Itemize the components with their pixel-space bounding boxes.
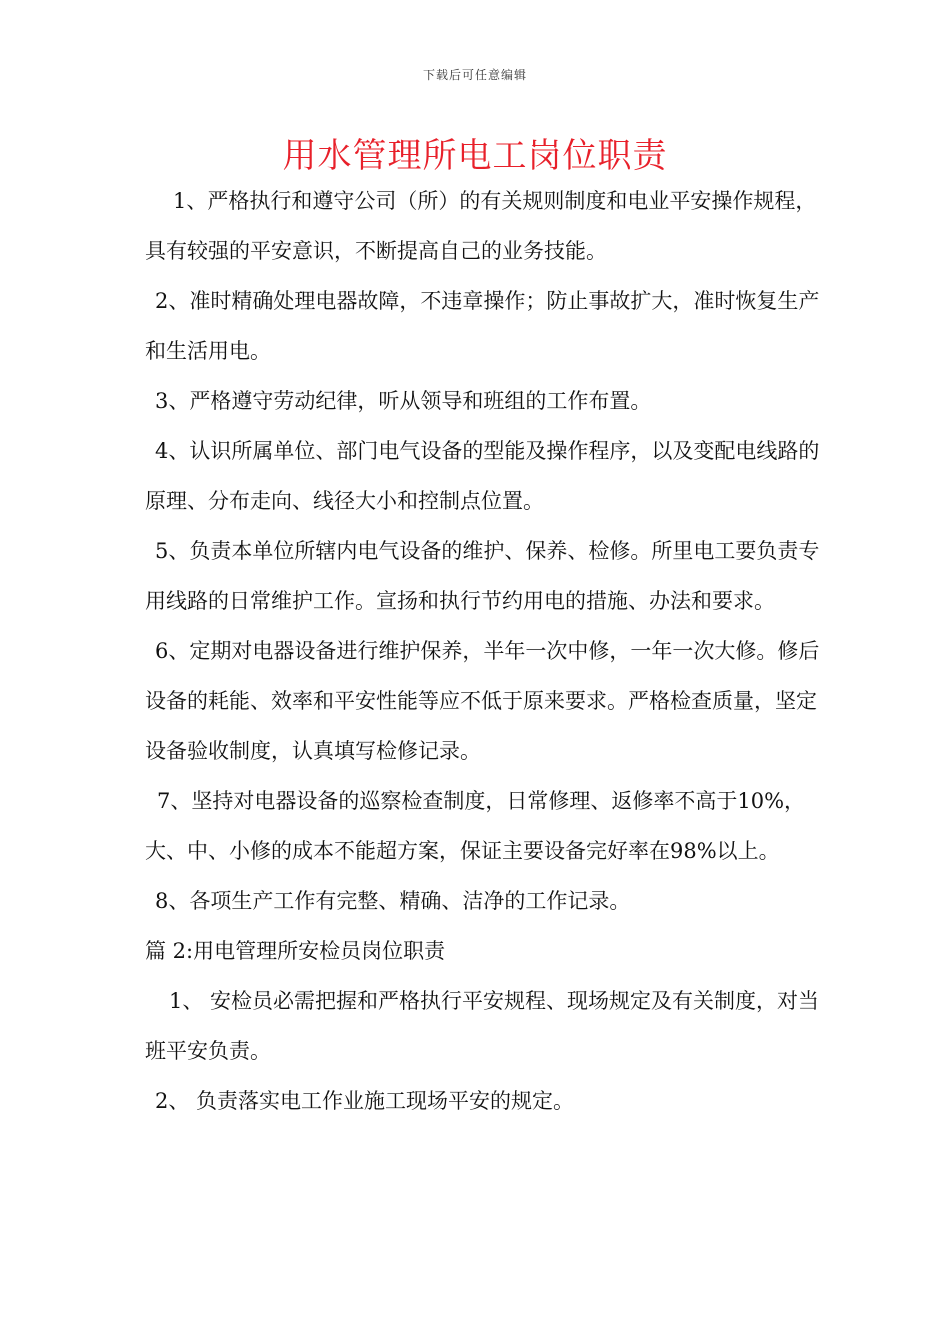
- paragraph-7: 7、坚持对电器设备的巡察检查制度，日常修理、返修率不高于10%，大、中、小修的成本不能超方案，保证主要设备完好率在98%以上。: [145, 789, 806, 863]
- document-title: 用水管理所电工岗位职责: [282, 136, 668, 176]
- section-heading: 篇 2:用电管理所安检员岗位职责: [145, 939, 446, 963]
- header-note: 下载后可任意编辑: [422, 68, 527, 82]
- paragraph-10: 2、 负责落实电工作业施工现场平安的规定。: [155, 1089, 575, 1113]
- paragraph-5: 5、负责本单位所辖内电气设备的维护、保养、检修。所里电工要负责专用线路的日常维护工作。宣扬和执行节约用电的措施、办法和要求。: [145, 539, 820, 613]
- paragraph-9: 1、 安检员必需把握和严格执行平安规程、现场规定及有关制度，对当班平安负责。: [145, 989, 820, 1063]
- paragraph-2: 2、准时精确处理电器故障，不违章操作；防止事故扩大，准时恢复生产和生活用电。: [145, 289, 820, 363]
- paragraph-4: 4、认识所属单位、部门电气设备的型能及操作程序，以及变配电线路的原理、分布走向、线径大小和控制点位置。: [145, 439, 820, 513]
- paragraph-3: 3、严格遵守劳动纪律，听从领导和班组的工作布置。: [155, 389, 652, 413]
- paragraph-6: 6、定期对电器设备进行维护保养，半年一次中修，一年一次大修。修后设备的耗能、效率和平安性能等应不低于原来要求。严格检查质量，坚定设备验收制度，认真填写检修记录。: [145, 639, 820, 763]
- paragraph-8: 8、各项生产工作有完整、精确、洁净的工作记录。: [155, 889, 631, 913]
- paragraph-1: 1、严格执行和遵守公司（所）的有关规则制度和电业平安操作规程，具有较强的平安意识，不断提高自己的业务技能。: [145, 189, 817, 263]
- document-body: [145, 176, 825, 1126]
